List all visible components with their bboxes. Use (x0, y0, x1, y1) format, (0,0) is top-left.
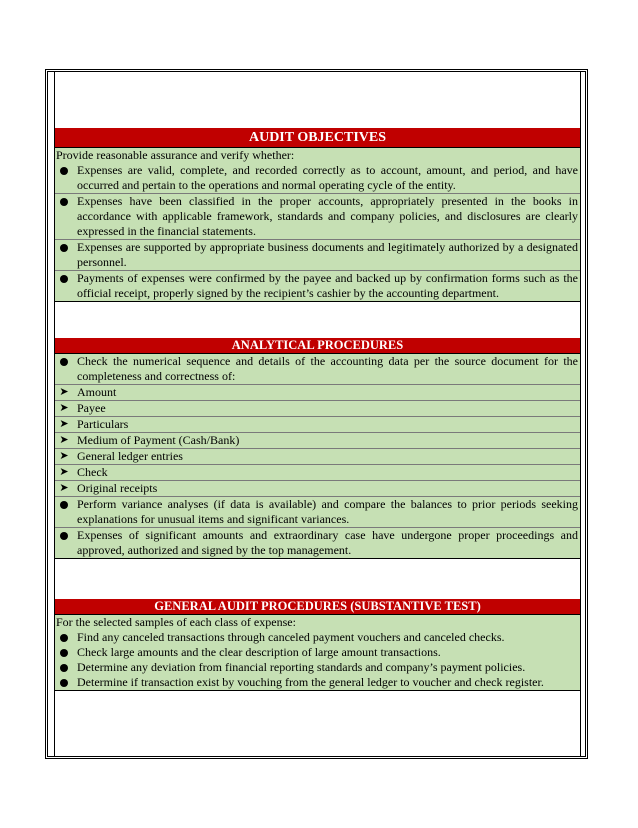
bullet-icon (57, 630, 71, 646)
audit-objectives-header: AUDIT OBJECTIVES (55, 128, 580, 148)
bullet-icon (57, 240, 71, 256)
bullet-icon (57, 497, 71, 513)
list-item: Expenses are valid, complete, and recorded correctly as to account, amount, and period, and have occurred and pertain to the operations and normal operating cycle of the entity. (55, 163, 580, 194)
sub-list-item: ➤ Payee (55, 401, 580, 417)
list-item: Perform variance analyses (if data is available) and compare the balances to prior periods seeking explanations for unusual items and significant variances. (55, 497, 580, 528)
list-item: Payments of expenses were confirmed by the payee and backed up by confirmation forms such as the official receipt, properly signed by the recipient’s cashier by the accounting department. (55, 271, 580, 301)
sub-list-item: ➤ Check (55, 465, 580, 481)
analytical-procedures-body (55, 354, 580, 558)
list-item: Expenses of significant amounts and extraordinary case have undergone proper proceedings and approved, authorized and signed by the top management. (55, 528, 580, 558)
sub-list-item: ➤ Amount (55, 385, 580, 401)
list-item: Find any canceled transactions through canceled payment vouchers and canceled checks. (55, 630, 580, 645)
general-audit-procedures-body (55, 615, 580, 690)
sub-list-item: ➤ Medium of Payment (Cash/Bank) (55, 433, 580, 449)
list-item: Determine if transaction exist by vouching from the general ledger to voucher and check register. (55, 675, 580, 690)
sub-list-item: ➤ Particulars (55, 417, 580, 433)
list-item: Expenses have been classified in the proper accounts, appropriately presented in the books in accordance with applicable framework, standards and company policies, and disclosures are clearly expressed in the financial statements. (55, 194, 580, 240)
arrow-bullet-icon: ➤ (59, 466, 69, 478)
bullet-icon (57, 194, 71, 210)
list-item: Expenses are supported by appropriate business documents and legitimately authorized by a designated personnel. (55, 240, 580, 271)
general-audit-procedures-header: GENERAL AUDIT PROCEDURES (SUBSTANTIVE TEST) (55, 599, 580, 615)
analytical-procedures-header: ANALYTICAL PROCEDURES (55, 338, 580, 354)
bullet-icon (57, 528, 71, 544)
arrow-bullet-icon: ➤ (59, 482, 69, 494)
bullet-icon (57, 660, 71, 676)
bullet-icon (57, 271, 71, 287)
arrow-bullet-icon: ➤ (59, 450, 69, 462)
arrow-bullet-icon: ➤ (59, 418, 69, 430)
document-frame (45, 69, 588, 759)
list-item: Check large amounts and the clear description of large amount transactions. (55, 645, 580, 660)
list-item: Check the numerical sequence and details of the accounting data per the source document for the completeness and correctness of: (55, 354, 580, 385)
arrow-bullet-icon: ➤ (59, 402, 69, 414)
general-audit-procedures-section (55, 599, 580, 691)
audit-objectives-section (55, 128, 580, 302)
bullet-icon (57, 645, 71, 661)
general-audit-procedures-intro: For the selected samples of each class of expense: (56, 615, 296, 629)
bullet-icon (57, 675, 71, 691)
list-item: Determine any deviation from financial reporting standards and company’s payment policies. (55, 660, 580, 675)
bullet-icon (57, 163, 71, 179)
audit-objectives-body (55, 148, 580, 301)
arrow-bullet-icon: ➤ (59, 434, 69, 446)
audit-objectives-intro: Provide reasonable assurance and verify whether: (56, 148, 295, 162)
sub-list-item: ➤ Original receipts (55, 481, 580, 497)
document-table (54, 72, 581, 756)
bullet-icon (57, 354, 71, 370)
sub-list-item: ➤ General ledger entries (55, 449, 580, 465)
arrow-bullet-icon: ➤ (59, 386, 69, 398)
analytical-procedures-section (55, 338, 580, 559)
